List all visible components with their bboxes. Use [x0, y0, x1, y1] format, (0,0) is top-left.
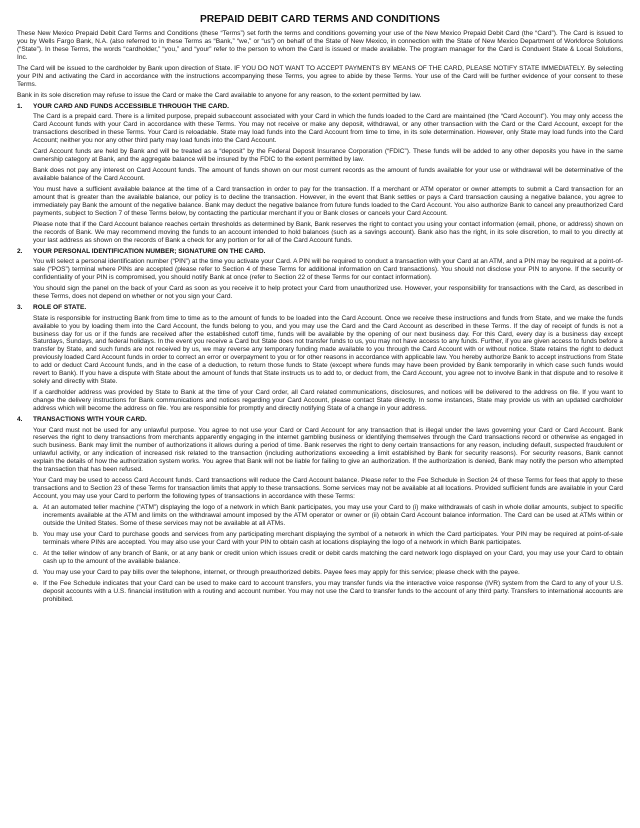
section-heading [17, 103, 623, 111]
section-number: 2. [17, 247, 23, 255]
section-1 [17, 103, 623, 245]
section-heading-text: YOUR PERSONAL IDENTIFICATION NUMBER; SIGNATURE ON THE CARD. [33, 247, 266, 255]
list-item-text: At the teller window of any branch of Bank, or at any bank or credit union which issues credit or debit cards matching the card network logo displayed on your Card, you may use your Card to obtain cash up to the amount of the available balance. [43, 549, 623, 565]
page-title: PREPAID DEBIT CARD TERMS AND CONDITIONS [200, 14, 440, 25]
section-body [17, 315, 623, 413]
section-paragraph: The Card is a prepaid card. There is a limited purpose, prepaid subaccount associated with your Card in which the funds loaded to the Card are maintained (the “Card Account”). You may only access the Card Account funds with your Card in accordance with these Terms. You may not receive or make any deposit, withdrawal, or any other transaction with the Card or the Card Account, except for the transactions described in these Terms. Your Card is reloadable. State may load funds into the Card Account from time to time, in its sole determination. However, only State may load funds into the Card Account; neither you nor any other third party may load funds into the Card Account. [33, 113, 623, 145]
section-body [17, 258, 623, 301]
section-paragraph: Bank does not pay any interest on Card Account funds. The amount of funds shown on our most current records as the amount of funds available for your use or withdrawal will be determinative of the available balance of the Card Account. [33, 167, 623, 183]
section-number: 1. [17, 102, 23, 110]
section-body [17, 427, 623, 604]
section-2 [17, 248, 623, 301]
intro-paragraph: The Card will be issued to the cardholder by Bank upon direction of State. IF YOU DO NOT WANT TO ACCEPT PAYMENTS BY MEANS OF THE CARD, PLEASE NOTIFY STATE IMMEDIATELY. By selecting your PIN and activating the Card in accordance with the instructions accompanying these Terms, you agree to abide by these Terms. Your use of the Card will be further evidence of your consent to these Terms. [17, 64, 623, 88]
sections-list [17, 103, 623, 604]
section-heading-text: ROLE OF STATE. [33, 304, 87, 312]
section-paragraph: Please note that if the Card Account balance reaches certain thresholds as determined by Bank, Bank reserves the right to contact you using your contact information (email, phone, or address) shown on the records of Bank. We may recommend moving the funds to an account intended to hold balances (such as a savings account). Bank also has the right, in its sole discretion, to mail to you directly at your last address as shown on the records of Bank a check for any portion or for all of the Card Account funds. [33, 220, 623, 244]
terms-document [17, 14, 623, 607]
section-paragraph: State is responsible for instructing Bank from time to time as to the amount of funds to be loaded into the Card Account. Once we receive these instructions and funds from State, and we make the funds available to you by loading them into the Card Account, the funds belong to you, and you may use the Card and the Card Account as described in these Terms. If the day of receipt of funds is not a business day for us or if the funds are received after the established cutoff time, funds will be available by the opening of our next business day. For this Card, every day is a business day except Saturdays, Sundays, and federal holidays. In the event you receive a Card but State does not transfer funds to us, you may not have access to any funds. Further, if you are given access to funds before a transfer by State, and such funds are not received by us, we may reverse any temporary funding made available to you through the Card Account with or without notice. State retains the right to deduct previously loaded Card Account funds in order to correct an error or overpayment to you or for other reasons in accordance with applicable law. You hereby authorize Bank to accept instructions from State to add or deduct Card Account funds, and in the case of a deduction, to return those funds to State (except where funds may have been provided by Bank temporarily in which case such funds would revert to Bank). If you have a dispute with State about the amount of funds that State instructs us to add to, or deduct from, the Card Account, you agree not to involve Bank in that dispute and to resolve it solely and directly with State. [33, 314, 623, 385]
section-paragraph: You must have a sufficient available balance at the time of a Card transaction in order to pay for the transaction. If a merchant or ATM operator or owner attempts to submit a Card transaction for an amount that is greater than the available balance, our policy is to decline the transaction. However, in the event that Bank settles or pays a Card transaction causing a negative balance, you agree to immediately pay Bank the amount of the negative balance. Bank may deduct the negative balance from future funds loaded to the Card Account. You also authorize Bank to cancel any preauthorized Card payments, subject to Section 7 of these Terms below, by contacting the particular merchant if you or Bank closes or cancels your Card Account. [33, 186, 623, 217]
list-item-letter: b. [33, 530, 39, 538]
section-paragraph: Your Card may be used to access Card Account funds. Card transactions will reduce the Card Account balance. Please refer to the Fee Schedule in Section 24 of these Terms for fees that apply to these transactions and to Section 23 of these Terms for transaction limits that apply to these transactions. Some services may not be available at all locations. Provided sufficient funds are available in your Card Account, you may use your Card to perform the following types of transactions in accordance with these Terms: [33, 477, 623, 500]
section-paragraph: You should sign the panel on the back of your Card as soon as you receive it to help protect your Card from unauthorized use. However, your responsibility for transactions with the Card, as described in these Terms, does not depend on whether or not you sign your Card. [33, 285, 623, 301]
section-number: 3. [17, 304, 23, 312]
list-item-letter: d. [33, 568, 39, 576]
intro-paragraph: These New Mexico Prepaid Debit Card Terms and Conditions (these “Terms”) set forth the terms and conditions governing your use of the New Mexico Prepaid Debit Card (the “Card”). The Card is issued to you by Wells Fargo Bank, N.A. (also referred to in these Terms as “Bank,” “we,” or “us”) on behalf of the State of New Mexico, in connection with the State of New Mexico Department of Workforce Solutions (“State”). In these Terms, the words “cardholder,” “you,” and “your” refer to the person to whom the Card is issued or made available. The program manager for the Card is Conduent State & Local Solutions, Inc. [17, 30, 623, 61]
list-item-letter: e. [33, 580, 39, 588]
list-item [33, 504, 623, 528]
list-item [33, 550, 623, 566]
section-heading-text: YOUR CARD AND FUNDS ACCESSIBLE THROUGH THE CARD. [33, 102, 229, 110]
list-item-text: At an automated teller machine (“ATM”) displaying the logo of a network in which Bank participates, you may use your Card to (i) make withdrawals of cash in whole dollar amounts, subject to specific increments available at the ATM and limits on the withdrawal amount imposed by the ATM operator or owner or (ii) obtain Card Account balance information. The Card can be used at ATMs within or outside the United States. Some of these services may not be available at all ATMs. [43, 504, 623, 527]
list-item-text: You may use your Card to pay bills over the telephone, internet, or through preauthorized debits. Payee fees may apply for this service; please check with the payee. [43, 568, 520, 576]
intro-paragraph: Bank in its sole discretion may refuse to issue the Card or make the Card available to anyone for any reason, to the extent permitted by law. [17, 91, 422, 99]
section-number: 4. [17, 416, 23, 423]
section-paragraph: Your Card must not be used for any unlawful purpose. You agree to not use your Card or Card Account for any transaction that is illegal under the laws governing your Card or Card Account. Bank reserves the right to deny transactions from merchants apparently engaging in the internet gambling business or identifying themselves through the Card transactions record or otherwise as engaged in such business. Bank may limit the number of authorizations it allows during a period of time. Bank reserves the right to deny certain transactions for any reason, including default, suspected fraudulent or unlawful activity, or any indication of increased risk related to the transaction (including authorizations exceeding a limit established by Bank for security reasons). For security reasons, Bank cannot explain the details of how the authorization system works. You agree that Bank will not be liable for failing to give an authorization. If the authorization is denied, Bank may notify the person who attempted the transaction that has been refused. [33, 426, 623, 474]
section-4 [17, 416, 623, 604]
list-item-text: You may use your Card to purchase goods and services from any participating merchant displaying the symbol of a network in which the Card participates. Your PIN may be required at point-of-sale terminals where PINs are accepted. You may also use your Card with your PIN to obtain cash at locations displaying the logo of a network in which Bank participates. [43, 530, 623, 546]
intro-block [17, 30, 623, 100]
list-item-letter: a. [33, 504, 39, 512]
section-3 [17, 304, 623, 413]
section-paragraph: If a cardholder address was provided by State to Bank at the time of your Card order, all Card related communications, disclosures, and notices will be delivered to the address on file. If you want to change the delivery instructions for Bank communications and notices regarding your Card Account, please contact State directly. In some instances, State may provide us with an updated cardholder address which will become the address on file. You are responsible for promptly and directly notifying State of a change in your address. [33, 389, 623, 412]
section-heading [17, 248, 623, 256]
section-heading [17, 304, 623, 312]
section-heading [17, 416, 623, 424]
list-item [33, 569, 623, 577]
list-item-letter: c. [33, 549, 39, 557]
section-heading-text: TRANSACTIONS WITH YOUR CARD. [33, 416, 147, 423]
list-item [33, 580, 623, 604]
list-item-text: If the Fee Schedule indicates that your Card can be used to make card to account transfers, you may transfer funds via the interactive voice response (IVR) system from the Card to any of your U.S. deposit accounts with a U.S. financial institution with a routing and account number. You may not use the Card to transfer funds to the account of any third party. Transfers to international accounts are prohibited. [43, 580, 623, 603]
list-item [33, 531, 623, 547]
section-paragraph: Card Account funds are held by Bank and will be treated as a “deposit” by the Federal Deposit Insurance Corporation (“FDIC”). These funds will be added to any other deposits you have in the same ownership category at Bank, and the aggregate balance will be insured by the FDIC to the extent permitted by law. [33, 148, 623, 164]
section-body [17, 113, 623, 244]
section-paragraph: You will select a personal identification number (“PIN”) at the time you activate your Card. A PIN will be required to conduct a transaction with your Card at an ATM, and a PIN may be required at a point-of-sale (“POS”) terminal where PINs are accepted (please refer to Section 4 of these Terms for additional information on Card transactions). You should not disclose your PIN to anyone. If the security or confidentiality of your PIN is compromised, you should notify Bank at once (refer to Section 22 of these Terms for our contact information). [33, 258, 623, 282]
